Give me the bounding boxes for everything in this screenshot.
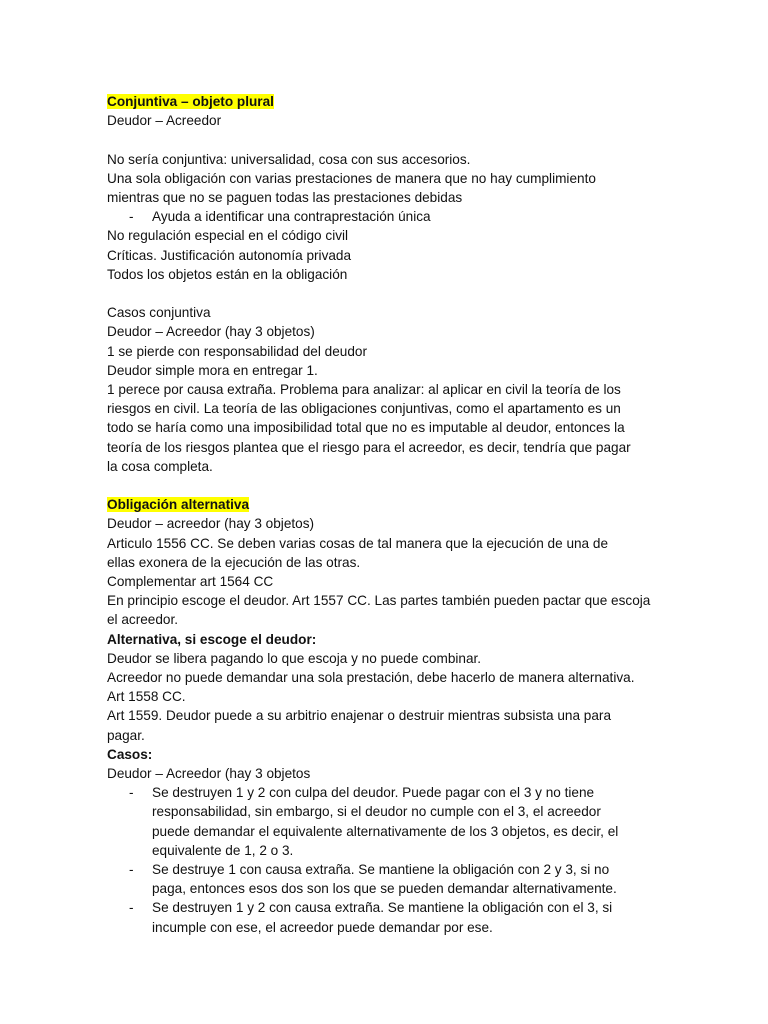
document-page bbox=[107, 92, 667, 937]
bullet-dash: - bbox=[129, 862, 134, 878]
bullet-item bbox=[107, 783, 632, 860]
text-line: No sería conjuntiva: universalidad, cosa con sus accesorios. bbox=[107, 151, 471, 167]
section-heading-conjuntiva bbox=[107, 92, 667, 111]
text-line: Art 1558 CC. bbox=[107, 689, 186, 705]
text-line: Deudor – Acreedor bbox=[107, 113, 222, 129]
text-line: No regulación especial en el código civil bbox=[107, 228, 349, 244]
text-line: Deudor – Acreedor (hay 3 objetos) bbox=[107, 324, 315, 340]
text-paragraph: Art 1559. Deudor puede a su arbitrio enajenar o destruir mientras subsista una para pagar. bbox=[107, 708, 612, 743]
bullet-item bbox=[107, 207, 667, 226]
text-line: Críticas. Justificación autonomía privada bbox=[107, 247, 352, 263]
text-line: Casos conjuntiva bbox=[107, 305, 211, 321]
text-line: Complementar art 1564 CC bbox=[107, 574, 274, 590]
text-paragraph: Articulo 1556 CC. Se deben varias cosas de tal manera que la ejecución de una de ellas exonera de la ejecución de las otras. bbox=[107, 535, 609, 570]
bullet-text: Se destruyen 1 y 2 con causa extraña. Se mantiene la obligación con el 3, si incumple con ese, el acreedor puede demandar por ese. bbox=[152, 900, 613, 935]
text-line: Todos los objetos están en la obligación bbox=[107, 266, 348, 282]
bullet-dash: - bbox=[129, 900, 134, 916]
bullet-item bbox=[107, 860, 632, 898]
subheading: Alternativa, si escoge el deudor: bbox=[107, 631, 317, 647]
text-paragraph: En principio escoge el deudor. Art 1557 CC. Las partes también pueden pactar que escoja el acreedor. bbox=[107, 593, 651, 628]
bullet-text: Ayuda a identificar una contraprestación única bbox=[152, 209, 431, 225]
blank-line bbox=[107, 130, 667, 149]
text-line: Acreedor no puede demandar una sola prestación, debe hacerlo de manera alternativa. bbox=[107, 670, 635, 686]
text-line: 1 se pierde con responsabilidad del deudor bbox=[107, 343, 367, 359]
bullet-dash: - bbox=[129, 209, 134, 225]
text-line: Deudor – acreedor (hay 3 objetos) bbox=[107, 516, 315, 532]
bullet-item bbox=[107, 898, 632, 936]
bullet-text: Se destruye 1 con causa extraña. Se mantiene la obligación con 2 y 3, si no paga, entonces esos dos son los que se pueden demandar alternativamente. bbox=[152, 862, 617, 897]
text-paragraph: Una sola obligación con varias prestaciones de manera que no hay cumplimiento mientras que no se paguen todas las prestaciones debidas bbox=[107, 170, 596, 205]
bullet-text: Se destruyen 1 y 2 con culpa del deudor. Puede pagar con el 3 y no tiene responsabilidad, sin embargo, si el deudor no cumple con el 3, el acreedor puede demandar el equivalente alternativamente de los 3 objetos, es decir, el equivalente de 1, 2 o 3. bbox=[152, 785, 619, 858]
text-paragraph: 1 perece por causa extraña. Problema para analizar: al aplicar en civil la teoría de los riesgos en civil. La teoría de las obligaciones conjuntivas, como el apartamento es un todo se haría como una imposibilidad total que no es imputable al deudor, entonces la teoría de los riesgos plantea que el riesgo para el acreedor, es decir, tendría que pagar la cosa completa. bbox=[107, 382, 631, 474]
section-heading-alternativa bbox=[107, 495, 667, 514]
blank-line bbox=[107, 284, 667, 303]
blank-line bbox=[107, 476, 667, 495]
bullet-dash: - bbox=[129, 785, 134, 801]
text-line: Deudor – Acreedor (hay 3 objetos bbox=[107, 766, 311, 782]
text-line: Deudor simple mora en entregar 1. bbox=[107, 362, 318, 378]
heading-highlight: Conjuntiva – objeto plural bbox=[107, 94, 274, 109]
text-line: Deudor se libera pagando lo que escoja y no puede combinar. bbox=[107, 650, 482, 666]
casos-label: Casos: bbox=[107, 746, 153, 762]
heading-highlight: Obligación alternativa bbox=[107, 497, 250, 513]
